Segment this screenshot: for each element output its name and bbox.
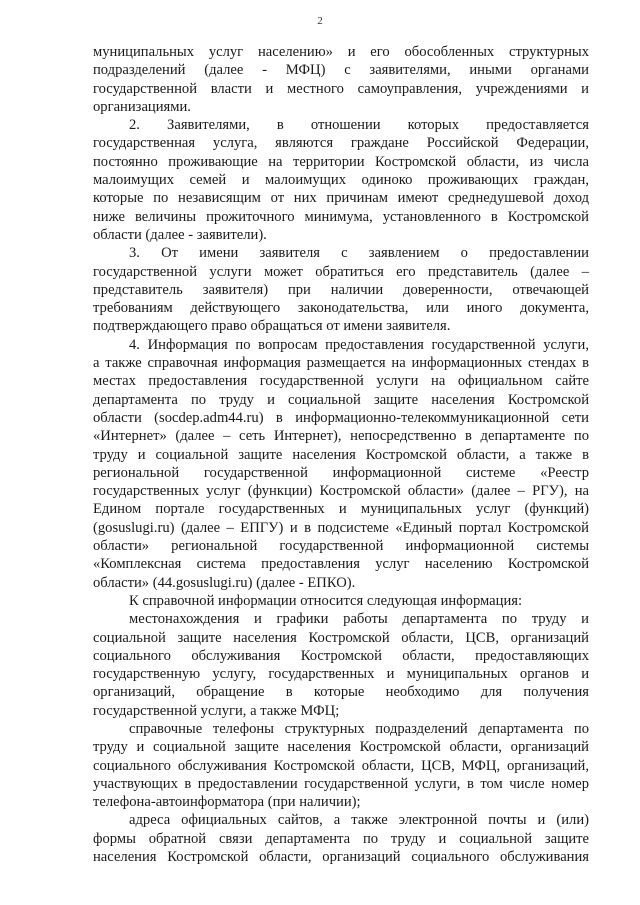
text-line: формы обратной связи департамента по труду и социальной защите [93, 830, 589, 847]
text-line: организациями. [93, 98, 191, 115]
text-line: местонахождения и графики работы департамента по труду и [129, 611, 589, 628]
text-line: государственной услуги может обратиться его представитель (далее – [93, 263, 589, 280]
text-line: которые по независящим от них причинам имеют среднедушевой доход [93, 190, 589, 207]
text-line: участвующих в предоставлении государственной услуги, в том числе номер [93, 775, 589, 792]
text-line: труду и социальной защите населения Костромской области, а также в [93, 446, 589, 463]
text-line: справочные телефоны структурных подразделений департамента по [129, 720, 589, 737]
text-line: подразделений (далее - МФЦ) с заявителями, иными органами [93, 62, 589, 79]
text-line: области» (44.gosuslugi.ru) (далее - ЕПКО). [93, 574, 356, 591]
text-line: подтверждающего право обращаться от имени заявителя. [93, 318, 451, 335]
text-line: области (socdep.adm44.ru) в информационно-телекоммуникационной сети [93, 409, 589, 426]
text-line: ниже величины прожиточного минимума, установленного в Костромской [93, 208, 589, 225]
page-number: 2 [317, 15, 323, 27]
text-line: области» региональной государственной информационной системы [93, 538, 589, 555]
text-line: социальной защите населения Костромской области, ЦСВ, организаций [93, 629, 589, 646]
text-line: государственной услуги, а также МФЦ; [93, 702, 340, 719]
text-line: организаций, обращение в которые необходимо для получения [93, 684, 589, 701]
text-line: государственных услуг (функции) Костромской области» (далее – РГУ), на [93, 483, 589, 500]
text-line: государственная услуга, являются граждане Российской Федерации, [93, 135, 589, 152]
text-line: а также справочная информация размещается на информационных стендах в [93, 355, 589, 372]
text-line: Едином портале государственных и муниципальных услуг (функций) [93, 501, 589, 518]
text-line: социального обслуживания Костромской области, предоставляющих [93, 647, 589, 664]
text-line: постоянно проживающие на территории Костромской области, из числа [93, 153, 589, 170]
text-line: 4. Информация по вопросам предоставления государственной услуги, [129, 336, 589, 353]
text-line: социального обслуживания Костромской области, ЦСВ, МФЦ, организаций, [93, 757, 589, 774]
text-line: адреса официальных сайтов, а также электронной почты и (или) [129, 812, 589, 829]
text-line: представитель заявителя) при наличии доверенности, отвечающей [93, 281, 589, 298]
text-line: 3. От имени заявителя с заявлением о предоставлении [129, 245, 589, 262]
text-line: 2. Заявителями, в отношении которых предоставляется [129, 117, 589, 134]
text-line: государственной власти и местного самоуправления, учреждениями и [93, 80, 589, 97]
text-line: телефона-автоинформатора (при наличии); [93, 794, 361, 811]
text-line: населения Костромской области, организаций социального обслуживания [93, 849, 589, 866]
text-line: требованиям действующего законодательства, или иного документа, [93, 300, 589, 317]
text-line: «Интернет» (далее – сеть Интернет), непосредственно в департаменте по [93, 428, 589, 445]
text-line: (gosuslugi.ru) (далее – ЕПГУ) и в подсистеме «Единый портал Костромской [93, 519, 589, 536]
text-line: «Комплексная система предоставления услуг населению Костромской [93, 556, 589, 573]
text-line: области (далее - заявители). [93, 226, 267, 243]
text-line: местах предоставления государственной услуги на официальном сайте [93, 373, 589, 390]
text-line: малоимущих семей и малоимущих одиноко проживающих граждан, [93, 172, 589, 189]
text-line: труду и социальной защите населения Костромской области, организаций [93, 739, 589, 756]
body-text [93, 43, 589, 866]
text-line: муниципальных услуг населению» и его обособленных структурных [93, 44, 589, 60]
text-line: К справочной информации относится следующая информация: [129, 592, 523, 609]
text-line: региональной государственной информационной системе «Реестр [93, 464, 589, 481]
text-line: государственную услугу, государственных и муниципальных органов и [93, 666, 589, 683]
text-line: департамента по труду и социальной защите населения Костромской [93, 391, 589, 408]
